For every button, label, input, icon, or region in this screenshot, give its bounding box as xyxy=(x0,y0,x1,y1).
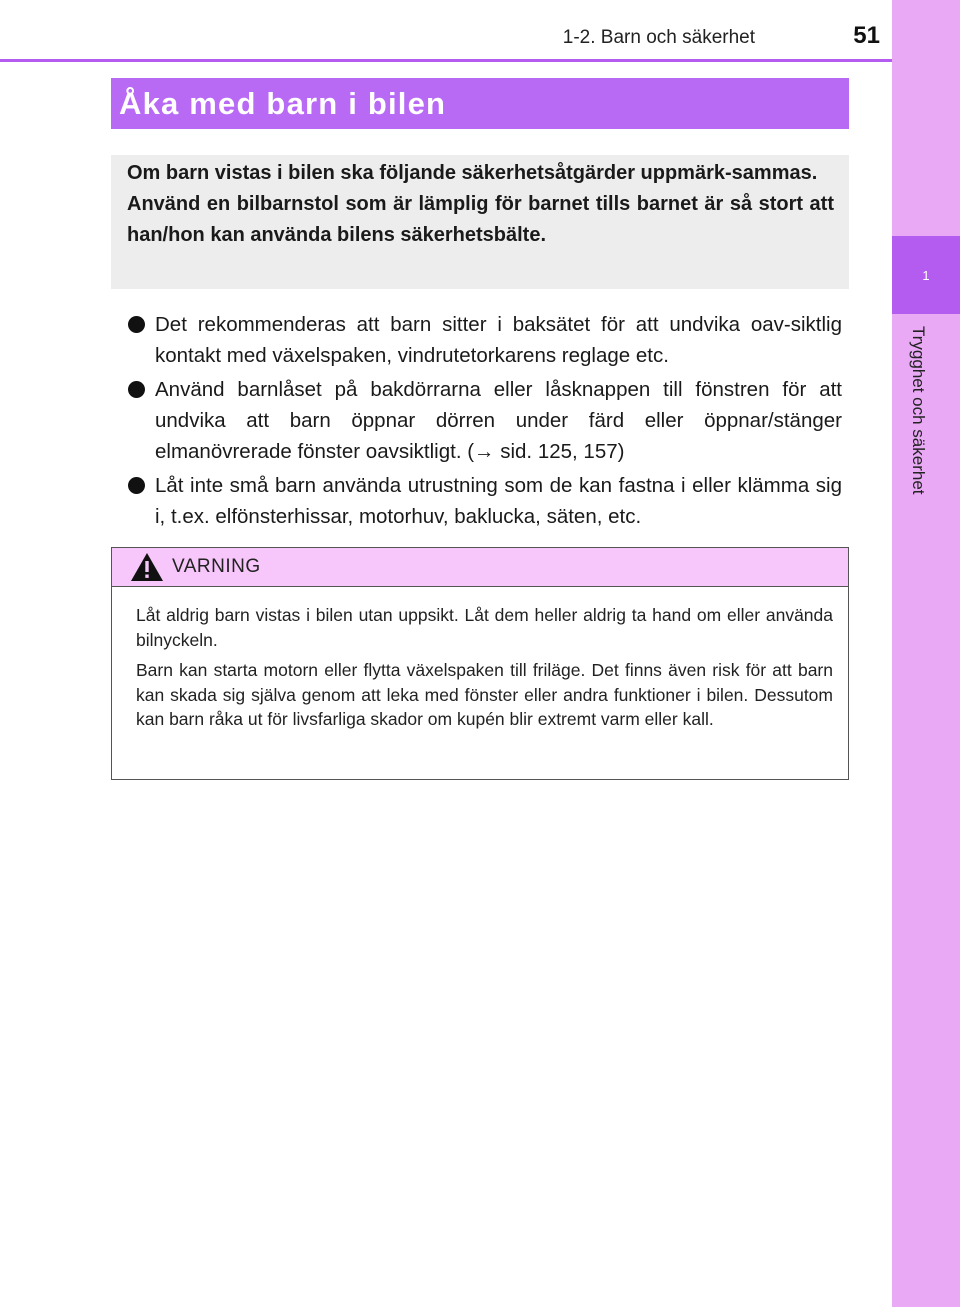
intro-box xyxy=(111,155,849,289)
page-number: 51 xyxy=(853,22,880,49)
page-title: Åka med barn i bilen xyxy=(119,85,447,121)
chapter-number: 1 xyxy=(922,267,930,283)
warning-paragraph-1: Låt aldrig barn vistas i bilen utan uppsikt. Låt dem heller aldrig ta hand om eller använda bilnyckeln. xyxy=(136,605,833,650)
list-item xyxy=(126,309,842,371)
warning-box xyxy=(111,547,849,780)
warning-paragraph-2: Barn kan starta motorn eller flytta växelspaken till friläge. Det finns även risk för att barn kan skada sig själva genom att leka med fönster eller andra funktioner i bilen. Dessutom kan barn råka ut för livsfarliga skador om kupén blir extremt varm eller kall. xyxy=(136,660,833,729)
bullet-dot-icon xyxy=(128,381,145,398)
section-header: 1-2. Barn och säkerhet xyxy=(562,27,755,48)
chapter-tab[interactable] xyxy=(892,236,960,314)
warning-header xyxy=(112,548,848,587)
warning-label: VARNING xyxy=(172,556,261,577)
warning-body xyxy=(112,587,848,732)
side-strip xyxy=(892,0,960,1307)
bullet-list xyxy=(126,309,842,535)
list-item xyxy=(126,470,842,532)
bullet-dot-icon xyxy=(128,316,145,333)
warning-triangle-icon xyxy=(130,552,164,582)
bullet-text: Det rekommenderas att barn sitter i baksätet för att undvika oav-siktlig kontakt med växelspaken, vindrutetorkarens reglage etc. xyxy=(155,313,842,367)
bullet-dot-icon xyxy=(128,477,145,494)
list-item xyxy=(126,374,842,467)
intro-line-1: Om barn vistas i bilen ska följande säkerhetsåtgärder uppmärk-sammas. xyxy=(127,162,818,184)
intro-line-2: Använd en bilbarnstol som är lämplig för barnet tills barnet är så stort att han/hon kan använda bilens säkerhetsbälte. xyxy=(127,193,834,246)
title-bar xyxy=(111,78,849,129)
bullet-text: Låt inte små barn använda utrustning som de kan fastna i eller klämma sig i, t.ex. elfönsterhissar, motorhuv, baklucka, säten, etc. xyxy=(155,474,842,528)
chapter-title-vertical: Trygghet och säkerhet xyxy=(909,326,928,495)
header-divider xyxy=(0,59,892,62)
bullet-text: Använd barnlåset på bakdörrarna eller låsknappen till fönstren för att undvika att barn öppnar dörren under färd eller öppnar/stänger elmanövrerade fönster oavsiktligt. (→ sid. 125, 157) xyxy=(155,378,842,463)
